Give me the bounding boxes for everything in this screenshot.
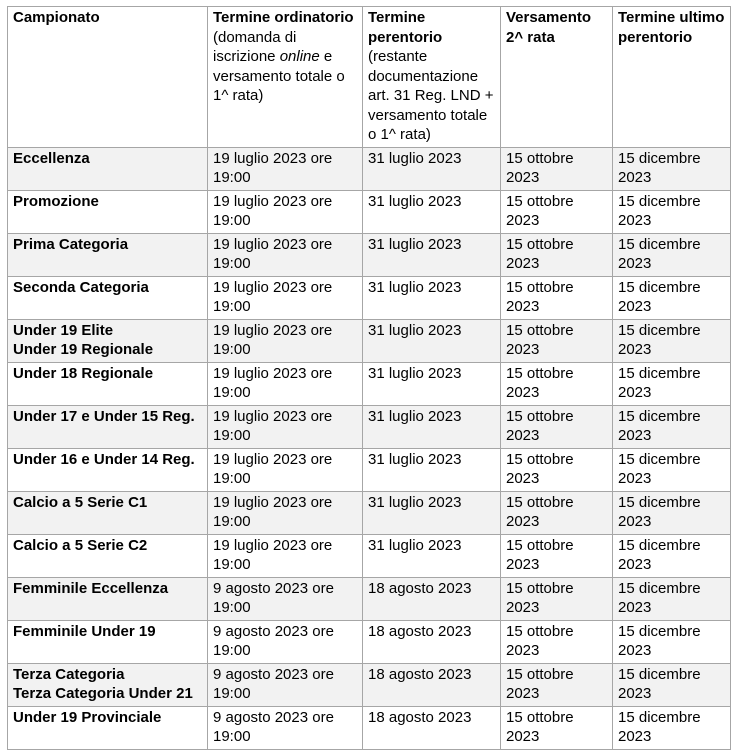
termine-ordinatorio-cell: 19 luglio 2023 ore 19:00 [208,405,363,448]
versamento-2-rata-cell: 15 ottobre 2023 [501,190,613,233]
termine-ordinatorio-cell: 19 luglio 2023 ore 19:00 [208,362,363,405]
championship-name: Seconda Categoria [13,278,149,296]
header-versamento-2-rata-title: Versamento 2^ rata [506,9,592,46]
termine-ultimo-cell: 15 dicembre 2023 [613,448,731,491]
championship-name: Under 16 e Under 14 Reg. [13,450,195,468]
table-row-promozione [8,190,731,233]
header-termine-ultimo-perentorio-title: Termine ultimo perentorio [618,9,725,46]
table-row-femminile-eccellenza [8,577,731,620]
versamento-2-rata-cell: 15 ottobre 2023 [501,577,613,620]
termine-ordinatorio-cell: 19 luglio 2023 ore 19:00 [208,190,363,233]
termine-perentorio-cell: 18 agosto 2023 [363,663,501,706]
termine-ordinatorio-cell: 9 agosto 2023 ore 19:00 [208,577,363,620]
versamento-2-rata-cell: 15 ottobre 2023 [501,319,613,362]
termine-perentorio-cell: 18 agosto 2023 [363,577,501,620]
championship-name-cell [8,276,208,319]
versamento-2-rata-cell: 15 ottobre 2023 [501,276,613,319]
championship-name: Under 18 Regionale [13,364,154,382]
championship-name: Prima Categoria [13,235,129,253]
championship-name-cell [8,190,208,233]
championship-name-cell [8,319,208,362]
championship-name: Terza Categoria [13,665,125,683]
versamento-2-rata-cell: 15 ottobre 2023 [501,405,613,448]
termine-ultimo-cell: 15 dicembre 2023 [613,663,731,706]
termine-ordinatorio-cell: 19 luglio 2023 ore 19:00 [208,147,363,190]
table-row-under19-provinciale [8,706,731,749]
versamento-2-rata-cell: 15 ottobre 2023 [501,663,613,706]
versamento-2-rata-cell: 15 ottobre 2023 [501,147,613,190]
table-row-calcio5-c1 [8,491,731,534]
championship-name: Calcio a 5 Serie C1 [13,493,148,511]
subtitle-prefix: (domanda di iscrizione [213,28,297,65]
versamento-2-rata-cell: 15 ottobre 2023 [501,620,613,663]
header-termine-ordinatorio-subtitle [213,29,345,105]
termine-ordinatorio-cell: 9 agosto 2023 ore 19:00 [208,663,363,706]
versamento-2-rata-cell: 15 ottobre 2023 [501,491,613,534]
termine-ultimo-cell: 15 dicembre 2023 [613,362,731,405]
championship-name-cell [8,448,208,491]
table-row-under18-regionale [8,362,731,405]
championship-name-cell [8,147,208,190]
header-campionato [8,7,208,148]
termine-ordinatorio-cell: 19 luglio 2023 ore 19:00 [208,319,363,362]
table-row-femminile-under19 [8,620,731,663]
championship-name-cell [8,577,208,620]
termine-perentorio-cell: 31 luglio 2023 [363,233,501,276]
versamento-2-rata-cell: 15 ottobre 2023 [501,534,613,577]
championship-name: Femminile Under 19 [13,622,156,640]
termine-ordinatorio-cell: 19 luglio 2023 ore 19:00 [208,534,363,577]
championship-name-cell [8,362,208,405]
termine-ultimo-cell: 15 dicembre 2023 [613,534,731,577]
termine-ultimo-cell: 15 dicembre 2023 [613,276,731,319]
championship-name-cell [8,233,208,276]
championship-name: Promozione [13,192,99,210]
championship-name: Under 19 Elite [13,321,114,339]
header-termine-ordinatorio [208,7,363,148]
table-body [8,147,731,749]
termine-ultimo-cell: 15 dicembre 2023 [613,319,731,362]
championship-name-cell [8,663,208,706]
table-header [8,7,731,148]
header-termine-ordinatorio-title: Termine ordinatorio [213,9,354,26]
header-versamento-2-rata [501,7,613,148]
header-campionato-title: Campionato [13,9,100,26]
championship-name-cell [8,706,208,749]
termine-perentorio-cell: 31 luglio 2023 [363,362,501,405]
championship-name-line2: Under 19 Regionale [13,341,154,358]
termine-perentorio-cell: 31 luglio 2023 [363,190,501,233]
termine-perentorio-cell: 31 luglio 2023 [363,448,501,491]
championship-name-cell [8,534,208,577]
header-termine-ultimo-perentorio [613,7,731,148]
termine-ordinatorio-cell: 19 luglio 2023 ore 19:00 [208,491,363,534]
versamento-2-rata-cell: 15 ottobre 2023 [501,362,613,405]
termine-ordinatorio-cell: 19 luglio 2023 ore 19:00 [208,276,363,319]
termine-perentorio-cell: 31 luglio 2023 [363,491,501,534]
championship-name-line2: Terza Categoria Under 21 [13,685,193,702]
table-row-calcio5-c2 [8,534,731,577]
termine-ultimo-cell: 15 dicembre 2023 [613,577,731,620]
subtitle-italic-online: online [279,48,320,65]
termine-perentorio-cell: 31 luglio 2023 [363,147,501,190]
championship-name-cell [8,405,208,448]
header-termine-perentorio-title: Termine perentorio [368,9,443,46]
championship-name-cell [8,491,208,534]
versamento-2-rata-cell: 15 ottobre 2023 [501,448,613,491]
subtitle-suffix: e versamento totale o 1^ rata) [213,48,345,104]
termine-ordinatorio-cell: 9 agosto 2023 ore 19:00 [208,620,363,663]
championship-name: Eccellenza [13,149,90,167]
table-row-under16-under14 [8,448,731,491]
versamento-2-rata-cell: 15 ottobre 2023 [501,706,613,749]
championship-name-cell [8,620,208,663]
championship-name: Under 17 e Under 15 Reg. [13,407,195,425]
termine-perentorio-cell: 31 luglio 2023 [363,319,501,362]
termine-ordinatorio-cell: 19 luglio 2023 ore 19:00 [208,233,363,276]
championship-name: Under 19 Provinciale [13,708,162,726]
termine-ultimo-cell: 15 dicembre 2023 [613,233,731,276]
termine-perentorio-cell: 31 luglio 2023 [363,405,501,448]
termine-perentorio-cell: 31 luglio 2023 [363,276,501,319]
termine-ultimo-cell: 15 dicembre 2023 [613,147,731,190]
termine-ordinatorio-cell: 9 agosto 2023 ore 19:00 [208,706,363,749]
table-row-terza-categoria [8,663,731,706]
header-termine-perentorio [363,7,501,148]
termine-perentorio-cell: 18 agosto 2023 [363,706,501,749]
table-row-prima-categoria [8,233,731,276]
table-row-seconda-categoria [8,276,731,319]
header-termine-perentorio-subtitle: (restante documentazione art. 31 Reg. LND + versamento totale o 1^ rata) [368,48,494,143]
table-row-under19-elite-regionale [8,319,731,362]
termine-perentorio-cell: 18 agosto 2023 [363,620,501,663]
termine-ultimo-cell: 15 dicembre 2023 [613,491,731,534]
termine-ultimo-cell: 15 dicembre 2023 [613,620,731,663]
termine-ultimo-cell: 15 dicembre 2023 [613,706,731,749]
table-row-eccellenza [8,147,731,190]
termine-ultimo-cell: 15 dicembre 2023 [613,190,731,233]
championship-name: Femminile Eccellenza [13,579,169,597]
termine-ordinatorio-cell: 19 luglio 2023 ore 19:00 [208,448,363,491]
championship-name: Calcio a 5 Serie C2 [13,536,148,554]
termine-ultimo-cell: 15 dicembre 2023 [613,405,731,448]
termine-perentorio-cell: 31 luglio 2023 [363,534,501,577]
header-row [8,7,731,148]
registration-deadlines-table [7,6,731,750]
table-row-under17-under15 [8,405,731,448]
versamento-2-rata-cell: 15 ottobre 2023 [501,233,613,276]
